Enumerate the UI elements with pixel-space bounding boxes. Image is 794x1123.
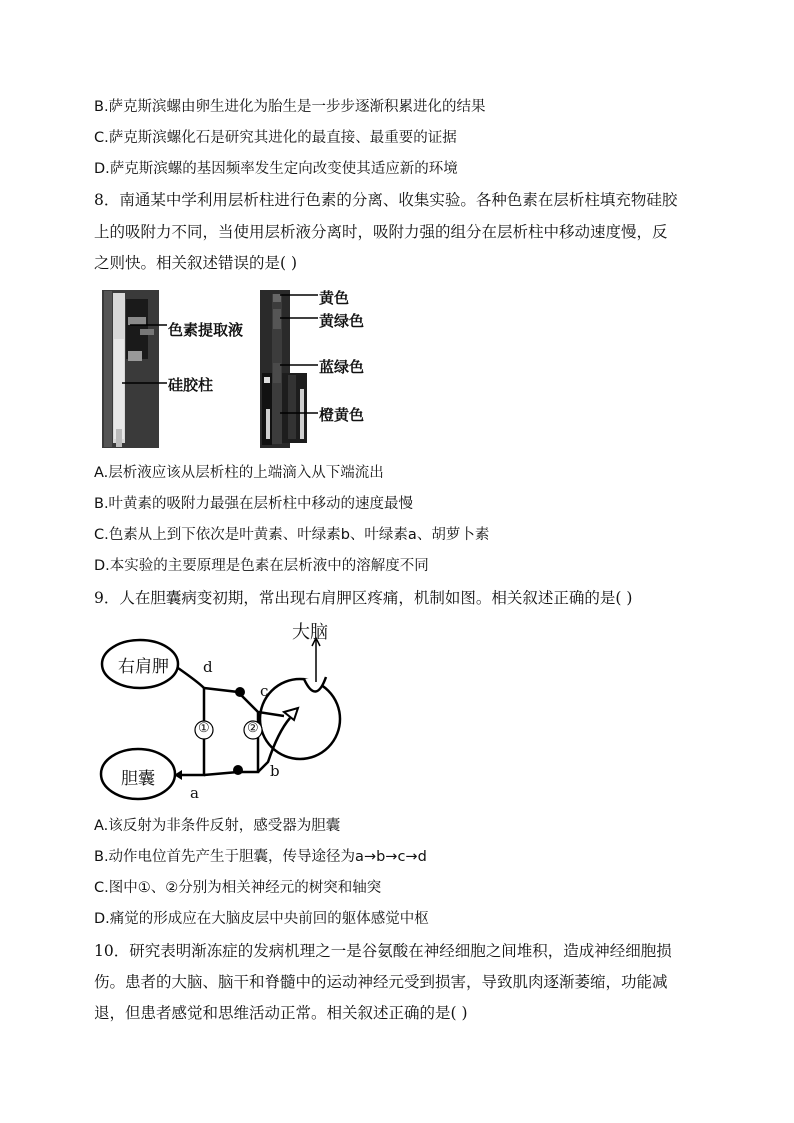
q10-stem-line-1: 10．研究表明渐冻症的发病机理之一是谷氨酸在神经细胞之间堆积，造成神经细胞损 — [94, 942, 672, 960]
q7-option-c: C.萨克斯滨螺化石是研究其进化的最直接、最重要的证据 — [94, 130, 457, 146]
brain-label: 大脑 — [292, 622, 328, 643]
band-label-yellow: 黄色 — [319, 289, 350, 307]
q8-stem-line-2: 上的吸附力不同，当使用层析液分离时，吸附力强的组分在层析柱中移动速度慢，反 — [94, 223, 668, 241]
q9-option-c: C.图中①、②分别为相关神经元的树突和轴突 — [94, 880, 382, 896]
q8-option-a: A.层析液应该从层析柱的上端滴入从下端流出 — [94, 465, 384, 481]
label-neuron-1: ① — [198, 721, 210, 736]
q8-option-c: C.色素从上到下依次是叶黄素、叶绿素b、叶绿素a、胡萝卜素 — [94, 527, 490, 543]
spinal-cord-circle — [260, 679, 340, 759]
q9-option-a: A.该反射为非条件反射，感受器为胆囊 — [94, 818, 341, 834]
label-neuron-2: ② — [247, 721, 259, 736]
q8-chromatography-figure — [100, 289, 400, 449]
q8-stem-line-1: 8．南通某中学利用层析柱进行色素的分离、收集实验。各种色素在层析柱填充物硅胶 — [94, 191, 678, 209]
label-d: d — [203, 658, 213, 676]
q9-stem: 9．人在胆囊病变初期，常出现右肩胛区疼痛，机制如图。相关叙述正确的是( ) — [94, 589, 633, 607]
band-label-blue-green: 蓝绿色 — [319, 358, 365, 376]
q8-stem-line-3: 之则快。相关叙述错误的是( ) — [94, 254, 298, 272]
q7-option-d: D.萨克斯滨螺的基因频率发生定向改变使其适应新的环境 — [94, 161, 458, 177]
band-label-orange-yellow: 橙黄色 — [319, 406, 365, 424]
label-b: b — [270, 762, 280, 780]
label-c: c — [260, 682, 269, 700]
right-shoulder-label: 右肩胛 — [118, 657, 169, 677]
q8-option-d: D.本实验的主要原理是色素在层析液中的溶解度不同 — [94, 558, 429, 574]
q9-option-d: D.痛觉的形成应在大脑皮层中央前回的躯体感觉中枢 — [94, 911, 429, 927]
synapse-top — [235, 687, 245, 697]
pigment-extract-label: 色素提取液 — [168, 321, 244, 339]
silica-column-label: 硅胶柱 — [168, 376, 214, 394]
q9-reflex-diagram — [98, 612, 378, 807]
q9-option-b: B.动作电位首先产生于胆囊，传导途径为a→b→c→d — [94, 849, 427, 865]
q10-stem-line-2: 伤。患者的大脑、脑干和脊髓中的运动神经元受到损害，导致肌肉逐渐萎缩，功能减 — [94, 973, 668, 991]
band-label-yellow-green: 黄绿色 — [319, 312, 365, 330]
label-a: a — [190, 784, 199, 802]
q8-option-b: B.叶黄素的吸附力最强在层析柱中移动的速度最慢 — [94, 496, 414, 512]
q7-option-b: B.萨克斯滨螺由卵生进化为胎生是一步步逐渐积累进化的结果 — [94, 99, 486, 115]
q10-stem-line-3: 退，但患者感觉和思维活动正常。相关叙述正确的是( ) — [94, 1004, 468, 1022]
gallbladder-label: 胆囊 — [121, 769, 155, 789]
